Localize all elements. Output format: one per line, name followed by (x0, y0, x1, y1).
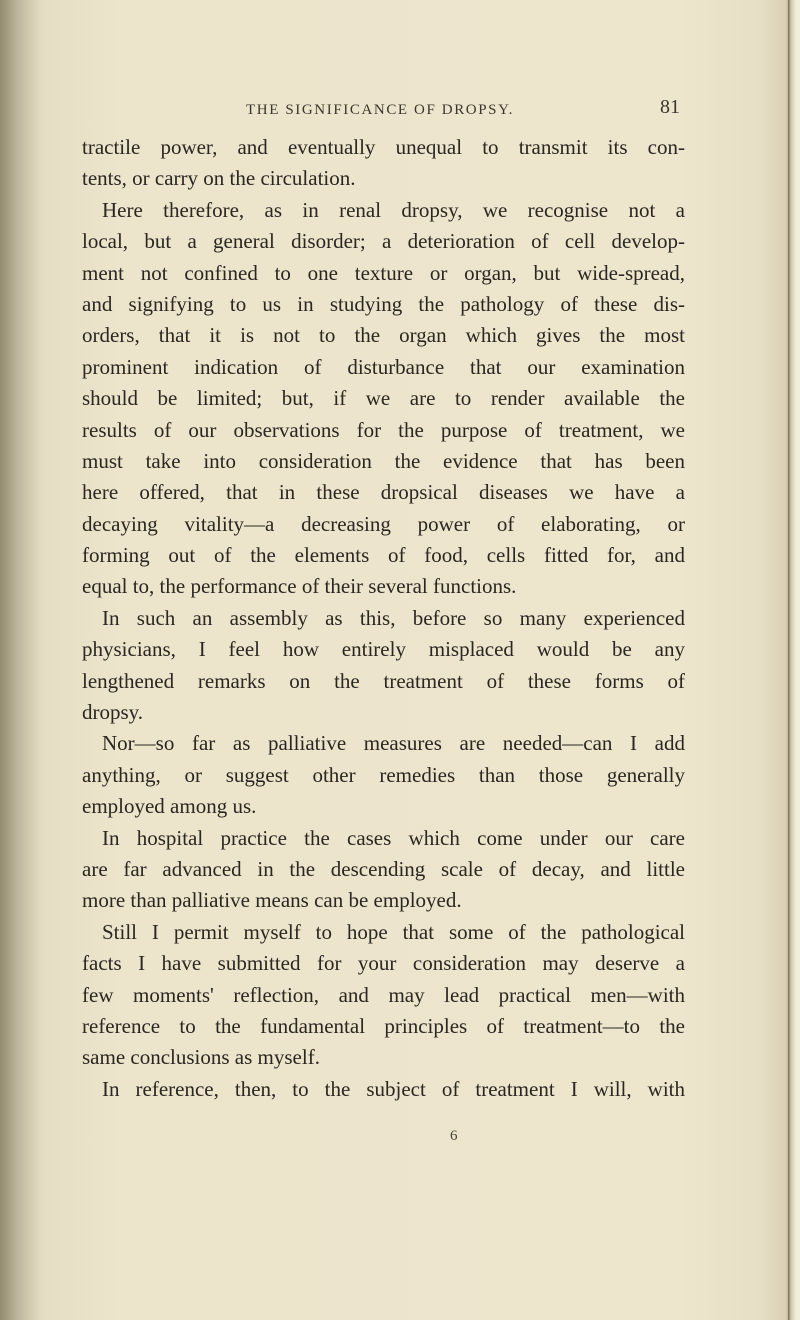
text-line: facts I have submitted for your consideration may deserve a (82, 951, 685, 976)
text-line: lengthened remarks on the treatment of these forms of (82, 668, 685, 693)
text-line: decaying vitality—a decreasing power of elaborating, or (82, 511, 685, 536)
text-line: tractile power, and eventually unequal to transmit its con- (82, 135, 685, 159)
text-line: local, but a general disorder; a deterioration of cell develop- (82, 229, 685, 254)
text-line: equal to, the performance of their several functions. (82, 574, 517, 599)
text-line: same conclusions as myself. (82, 1045, 320, 1070)
text-line: dropsy. (82, 700, 144, 725)
text-line: In reference, then, to the subject of treatment I will, with (102, 1076, 685, 1101)
text-line: must take into consideration the evidence that has been (82, 448, 685, 473)
signature-mark: 6 (450, 1128, 458, 1144)
text-line: anything, or suggest other remedies than those generally (82, 762, 685, 787)
text-line: ment not confined to one texture or organ, but wide-spread, (82, 260, 685, 285)
text-line: tents, or carry on the circulation. (82, 166, 356, 191)
text-line: more than palliative means can be employed. (82, 888, 462, 913)
text-line: prominent indication of disturbance that our examination (82, 354, 685, 379)
text-line: here offered, that in these dropsical diseases we have a (82, 480, 685, 505)
text-line: few moments' reflection, and may lead practical men—with (82, 982, 685, 1007)
text-line: are far advanced in the descending scale of decay, and little (82, 856, 685, 881)
text-line: reference to the fundamental principles of treatment—to the (82, 1013, 685, 1038)
text-line: orders, that it is not to the organ which gives the most (82, 323, 685, 348)
text-line: and signifying to us in studying the pathology of these dis- (82, 291, 685, 316)
text-line: Here therefore, as in renal dropsy, we recognise not a (102, 197, 685, 222)
text-line: employed among us. (82, 794, 257, 819)
text-line: Nor—so far as palliative measures are needed—can I add (102, 731, 685, 756)
running-head (60, 96, 700, 132)
page-edge (788, 0, 800, 1320)
text-line: results of our observations for the purpose of treatment, we (82, 417, 685, 442)
body-text (82, 132, 685, 1105)
running-title: THE SIGNIFICANCE OF DROPSY. (246, 102, 514, 118)
text-line: physicians, I feel how entirely misplaced would be any (82, 637, 685, 662)
text-line: should be limited; but, if we are to render available the (82, 386, 685, 411)
text-line: In such an assembly as this, before so many experienced (102, 605, 685, 630)
page-number: 81 (660, 96, 680, 118)
gutter-shadow (0, 0, 40, 1320)
text-line: forming out of the elements of food, cells fitted for, and (82, 543, 685, 568)
text-line: In hospital practice the cases which come under our care (102, 825, 685, 850)
text-line: Still I permit myself to hope that some of the pathological (102, 919, 685, 944)
